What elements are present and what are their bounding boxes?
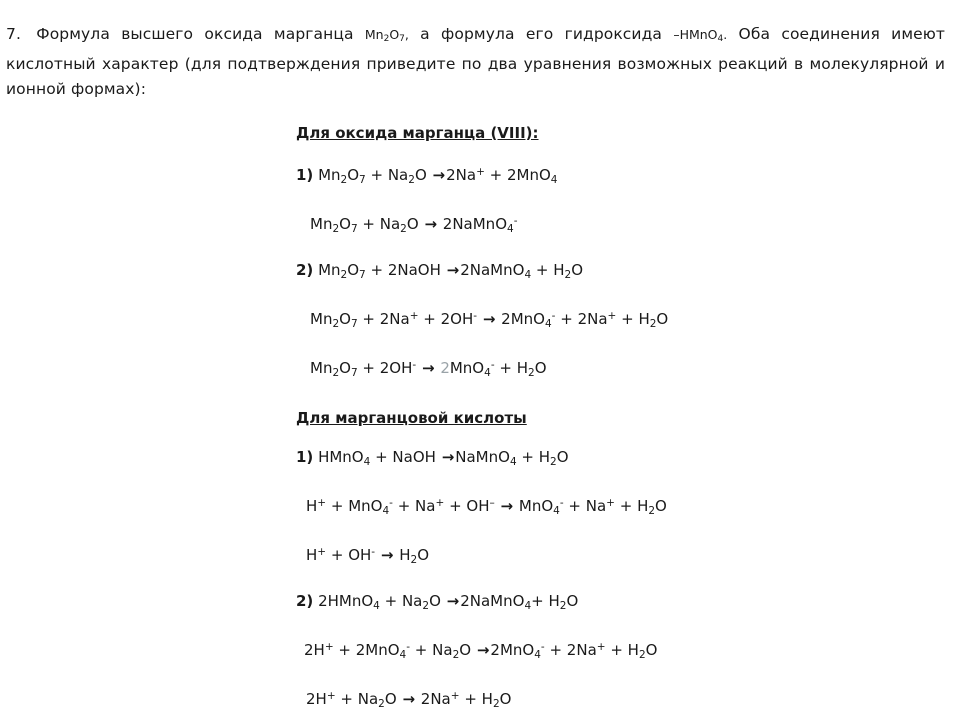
equation-line <box>310 211 949 239</box>
equation-label: 2) <box>296 591 314 610</box>
equation-line <box>306 686 949 714</box>
question-number: 7. <box>6 24 21 43</box>
equation-label: 1) <box>296 165 314 184</box>
equation-body: $Mn_2O_7 + Na_2O \to 2Na^+ + 2MnO_4$ <box>318 165 558 186</box>
intro-paragraph <box>6 22 949 102</box>
equation-line <box>304 637 949 665</box>
intro-text-1: Формула высшего оксида марганца <box>36 24 354 43</box>
equation-label: 2) <box>296 260 314 279</box>
equation-line <box>306 542 949 570</box>
equation-body: 2HMnO$_4$ + $Na_2O$ →2NaMnO$_4$+ $H_2O$ <box>318 591 579 612</box>
equation-list-oxide <box>296 162 949 383</box>
equation-line <box>310 355 949 383</box>
intro-text-2: а формула его гидроксида <box>420 24 663 43</box>
equation-line <box>310 306 949 334</box>
equation-line <box>296 447 949 472</box>
formula-hydroxide: –HMnO$_4$. <box>673 26 728 44</box>
equation-line <box>296 260 949 285</box>
section-acid <box>296 409 949 714</box>
equation-body: $Mn_2O_7 + 2Na^+ + 2OH^- \to 2MnO_4^- + 2Na^+ + H_2O$ <box>310 309 669 330</box>
equation-line <box>296 162 949 190</box>
equation-body: $2H^+ + Na_2O \to 2Na^+ + H_2O$ <box>306 689 512 710</box>
section-title-oxide: Для оксида марганца (VIII): <box>296 123 539 142</box>
equation-line <box>296 591 949 616</box>
equation-body: $Mn_2O_7 + 2OH^- \to 2MnO_4^- + H_2O$ <box>310 358 547 379</box>
section-oxide <box>296 124 949 383</box>
formula-higher-oxide: $Mn_2O_7$, <box>364 26 409 44</box>
equation-list-acid <box>296 447 949 714</box>
equation-body: HMnO$_4$ + NaOH →NaMnO$_4$ + $H_2O$ <box>318 447 569 468</box>
section-title-acid: Для марганцовой кислоты <box>296 408 527 427</box>
equation-body: $Mn_2O_7$ + 2NaOH →2NaMnO$_4$ + $H_2O$ <box>318 260 584 281</box>
equation-body: $H^+ + OH^- \to H_2O$ <box>306 545 430 566</box>
equation-label: 1) <box>296 447 314 466</box>
intro-text-3: Оба соединения имеют кислотный характер (для подтверждения приведите по два уравнения возможных реакций в молекулярной и ионной формах): <box>6 24 946 98</box>
equation-line <box>306 493 949 521</box>
equations-block <box>6 124 949 714</box>
equation-body: $2H^+ + 2MnO_4^- + Na_2O \to 2MnO_4^- + 2Na^+ + H_2O$ <box>304 640 658 661</box>
equation-body: $Mn_2O_7 + Na_2O$ → 2NaMnO$_4$- <box>310 214 518 235</box>
equation-body: $H^+ + MnO_4^- + Na^+ + OH^- \to MnO_4^- + Na^+ + H_2O$ <box>306 496 667 517</box>
